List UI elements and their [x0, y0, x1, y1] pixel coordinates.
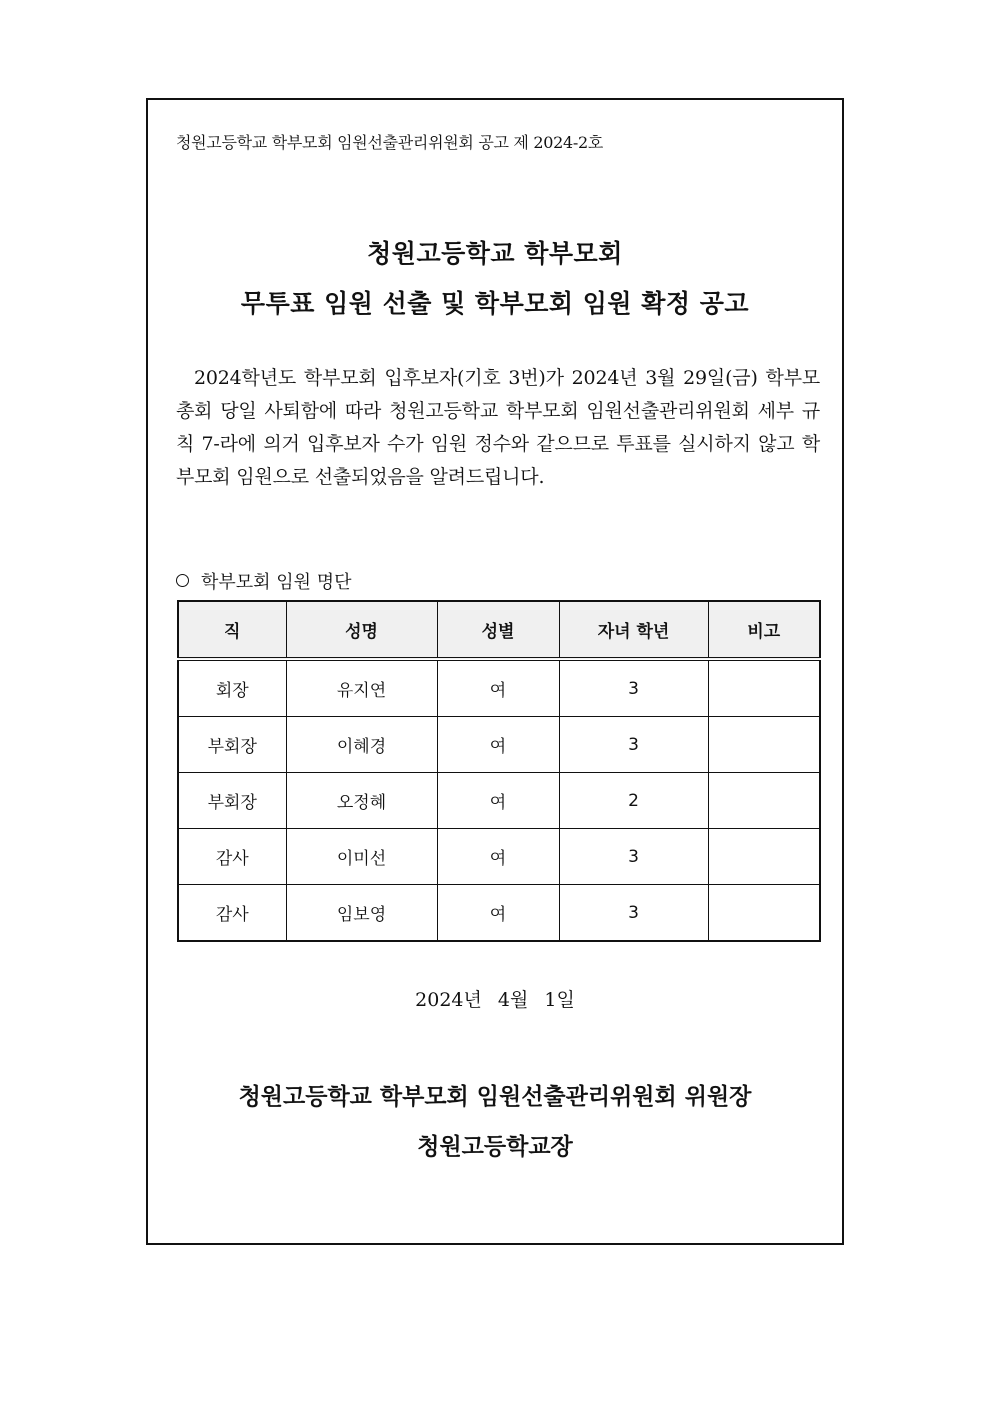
table-row	[178, 773, 820, 829]
cell-gender: 여	[437, 829, 559, 885]
table-row	[178, 717, 820, 773]
cell-name: 유지연	[286, 659, 437, 717]
cell-remarks	[708, 773, 820, 829]
cell-gender: 여	[437, 885, 559, 942]
page-title: 청원고등학교 학부모회	[367, 239, 623, 268]
cell-remarks	[708, 885, 820, 942]
officer-table	[177, 600, 821, 942]
signature-committee-chair: 청원고등학교 학부모회 임원선출관리위원회 위원장	[238, 1083, 752, 1110]
cell-position: 부회장	[178, 717, 286, 773]
header-name: 성명	[286, 601, 437, 659]
notice-date: 2024년 4월 1일	[415, 989, 575, 1011]
cell-gender: 여	[437, 773, 559, 829]
table-header-row	[178, 601, 820, 659]
header-position: 직	[178, 601, 286, 659]
list-caption-text: 학부모회 임원 명단	[201, 572, 352, 593]
cell-remarks	[708, 829, 820, 885]
notice-number: 청원고등학교 학부모회 임원선출관리위원회 공고 제 2024-2호	[176, 133, 604, 152]
page-subtitle: 무투표 임원 선출 및 학부모회 임원 확정 공고	[240, 289, 750, 318]
signature-principal: 청원고등학교장	[417, 1133, 573, 1160]
cell-position: 부회장	[178, 773, 286, 829]
cell-child-grade: 3	[559, 659, 708, 717]
cell-position: 회장	[178, 659, 286, 717]
cell-position: 감사	[178, 829, 286, 885]
cell-child-grade: 2	[559, 773, 708, 829]
list-caption	[176, 568, 352, 594]
cell-child-grade: 3	[559, 717, 708, 773]
header-remarks: 비고	[708, 601, 820, 659]
cell-position: 감사	[178, 885, 286, 942]
cell-name: 이혜경	[286, 717, 437, 773]
cell-name: 임보영	[286, 885, 437, 942]
header-gender: 성별	[437, 601, 559, 659]
notice-frame	[146, 98, 844, 1245]
table-row	[178, 659, 820, 717]
cell-remarks	[708, 717, 820, 773]
cell-name: 오정혜	[286, 773, 437, 829]
cell-child-grade: 3	[559, 829, 708, 885]
table-row	[178, 885, 820, 942]
notice-body: 2024학년도 학부모회 입후보자(기호 3번)가 2024년 3월 29일(금) 학부모 총회 당일 사퇴함에 따라 청원고등학교 학부모회 임원선출관리위원회 세부 규칙 7-라에 의거 입후보자 수가 임원 정수와 같으므로 투표를 실시하지 않고 학부모회 임원으로 선출되었음을 알려드립니다.	[176, 367, 820, 488]
cell-remarks	[708, 659, 820, 717]
cell-child-grade: 3	[559, 885, 708, 942]
header-child-grade: 자녀 학년	[559, 601, 708, 659]
cell-gender: 여	[437, 659, 559, 717]
cell-name: 이미선	[286, 829, 437, 885]
cell-gender: 여	[437, 717, 559, 773]
circle-bullet-icon	[176, 574, 189, 587]
table-row	[178, 829, 820, 885]
